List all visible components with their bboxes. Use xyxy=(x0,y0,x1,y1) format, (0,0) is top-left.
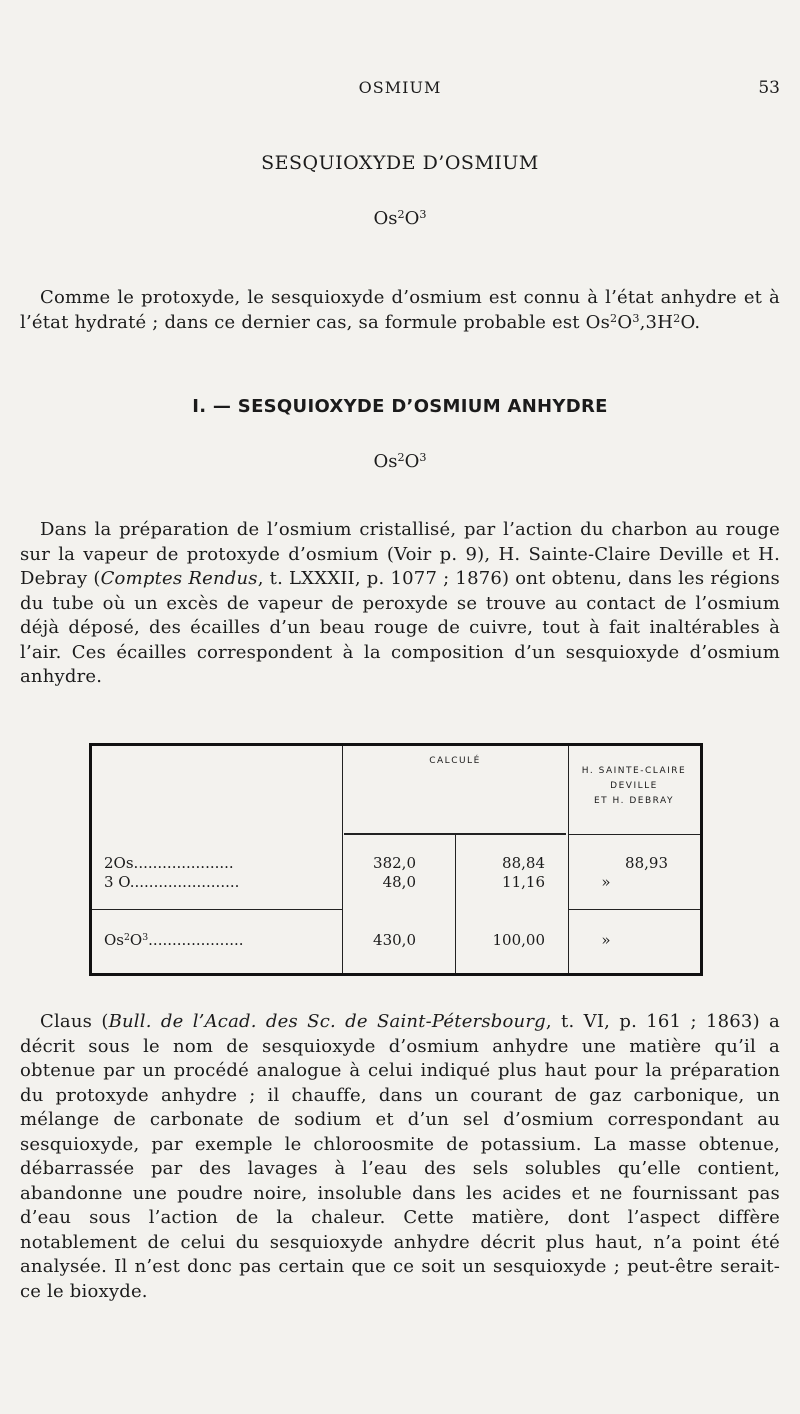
table-total-percent: 100,00 xyxy=(492,931,545,949)
intro-paragraph: Comme le protoxyde, le sesquioxyde d’osmium est connu à l’état anhydre et à l’état hydraté ; dans ce dernier cas, sa formule probable est $Os^2O^3,3H^2O$. xyxy=(20,287,780,333)
table-rule xyxy=(344,833,566,835)
running-head: OSMIUM xyxy=(358,78,442,97)
table-cell-percent: 88,84 xyxy=(502,854,545,872)
table-rule xyxy=(568,834,700,835)
composition-table xyxy=(89,743,703,976)
table-total-found: » xyxy=(601,931,611,949)
table-row-label: 2Os..................... xyxy=(104,854,234,872)
page-title: SESQUIOXYDE D’OSMIUM xyxy=(261,152,539,174)
table-row-label: 3 O....................... xyxy=(104,873,240,891)
header-calcule: CALCULÉ xyxy=(429,756,481,766)
header-deville: DEVILLE xyxy=(610,781,658,791)
claus-paragraph: Claus (Bull. de l’Acad. des Sc. de Saint-Pétersbourg, t. VI, p. 161 ; 1863) a décrit sous le nom de sesquioxyde d’osmium anhydre une matière qu’il a obtenue par un procédé analogue à celui indiqué plus haut pour la préparation du protoxyde anhydre ; il chauffe, dans un courant de gaz carbonique, un mélange de carbonate de sodium et d’un sel d’osmium correspondant au sesquioxyde, par exemple le chloroosmite de potassium. La masse obtenue, débarrassée par des lavages à l’eau des sels solubles qu’elle contient, abandonne une poudre noire, insoluble dans les acides et ne fournissant pas d’eau sous l’action de la chaleur. Cette matière, dont l’aspect diffère notablement de celui du sesquioxyde anhydre décrit plus haut, n’a point été analysée. Il n’est donc pas certain que ce soit un sesquioxyde ; peut-être serait-ce le bioxyde. xyxy=(20,1011,780,1302)
table-cell-found: 88,93 xyxy=(625,854,668,872)
table-rule xyxy=(568,909,700,910)
page-number: 53 xyxy=(758,78,780,98)
preparation-paragraph: Dans la préparation de l’osmium cristallisé, par l’action du charbon au rouge sur la vapeur de protoxyde d’osmium (Voir p. 9), H. Sainte-Claire Deville et H. Debray (Comptes Rendus, t. LXXXII, p. 1077 ; 1876) ont obtenu, dans les régions du tube où un excès de vapeur de peroxyde se trouve au contact de l’osmium déjà déposé, des écailles d’un beau rouge de cuivre, tout à fait inaltérables à l’air. Ces écailles correspondent à la composition d’un sesquioxyde d’osmium anhydre. xyxy=(20,519,780,687)
section-heading: I. — SESQUIOXYDE D’OSMIUM ANHYDRE xyxy=(192,396,608,417)
citation-comptes-rendus: Comptes Rendus xyxy=(100,568,258,589)
header-sainte-claire: H. SAINTE-CLAIRE xyxy=(581,766,687,776)
citation-bull-acad: Bull. de l’Acad. des Sc. de Saint-Pétersbourg xyxy=(108,1011,546,1032)
table-cell-weight: 382,0 xyxy=(373,854,416,872)
title-formula: $Os^2O^3$ xyxy=(373,207,427,229)
table-total-label: $Os^2O^3$.................... xyxy=(104,931,244,949)
table-rule xyxy=(92,909,342,910)
table-cell-weight: 48,0 xyxy=(382,873,416,891)
section-formula: $Os^2O^3$ xyxy=(373,450,427,472)
table-cell-percent: 11,16 xyxy=(502,873,545,891)
header-debray: ET H. DEBRAY xyxy=(593,796,674,806)
table-total-weight: 430,0 xyxy=(373,931,416,949)
table-cell-found: » xyxy=(601,873,611,891)
